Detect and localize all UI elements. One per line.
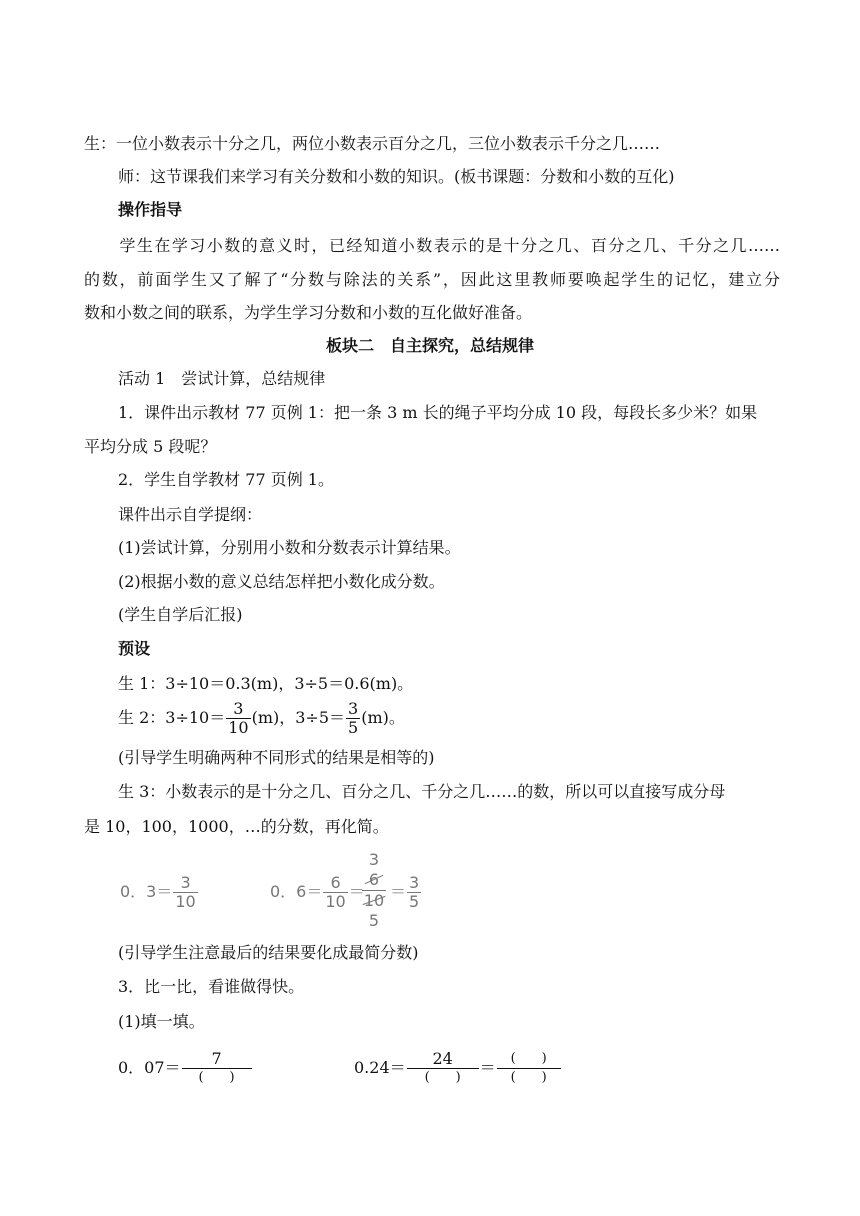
note-equal-results: (引导学生明确两种不同形式的结果是相等的) [118, 748, 435, 767]
item-3: 3．比一比，看谁做得快。 [118, 977, 305, 996]
student-1-answer: 生 1：3÷10＝0.3(m)，3÷5＝0.6(m)。 [118, 674, 414, 693]
item-1-line-2: 平均分成 5 段呢？ [84, 437, 217, 456]
fill-in-0-24: 0.24＝ $\frac{24}{( )}$ ＝ $\frac{( )}{( )}$ [354, 1048, 562, 1088]
item-1-line-1: 1．课件出示教材 77 页例 1：把一条 3 m 长的绳子平均分成 10 段，每段长多少米？如果 [118, 403, 758, 422]
guide-paragraph-3: 数和小数之间的联系，为学生学习分数和小数的互化做好准备。 [84, 303, 533, 322]
section-heading: 板块二 自主探究，总结规律 [325, 336, 534, 355]
item-2: 2．学生自学教材 77 页例 1。 [118, 470, 334, 489]
guide-paragraph-2: 的数，前面学生又了解了“分数与除法的关系”，因此这里教师要唤起学生的记忆，建立分 [84, 270, 780, 289]
outline-item-1: (1)尝试计算，分别用小数和分数表示计算结果。 [118, 538, 461, 557]
heading-operation-guide: 操作指导 [118, 200, 183, 219]
example-result: ＝ $\frac{3}{5}$ [390, 873, 420, 911]
student-3-line-1: 生 3：小数表示的是十分之几、百分之几、千分之几……的数，所以可以直接写成分母 [118, 782, 726, 801]
student-2-answer: 生 2：3÷10＝ $\frac{3}{10}$ (m)，3÷5＝ $\frac{3}{5}$ (m)。 [118, 699, 405, 737]
activity-heading: 活动 1 尝试计算，总结规律 [118, 369, 326, 388]
guide-paragraph-1: 学生在学习小数的意义时，已经知道小数表示的是十分之几、百分之几、千分之几…… [118, 236, 780, 255]
fill-in-0-07: 0．07＝ $\frac{7}{( )}$ [118, 1048, 253, 1088]
example-0-6: 0．6＝ $\frac{6}{10}$ ＝ [270, 873, 365, 911]
fraction-3-5: $\frac{3}{5}$ [348, 699, 359, 737]
outline-note: (学生自学后汇报) [118, 605, 243, 624]
heading-preset: 预设 [118, 639, 151, 658]
example-0-3: 0．3＝ $\frac{3}{10}$ [120, 873, 196, 911]
fraction-3-10: $\frac{3}{10}$ [228, 699, 249, 737]
teacher-line: 师：这节课我们来学习有关分数和小数的知识。(板书课题：分数和小数的互化) [118, 167, 675, 186]
note-simplest-fraction: (引导学生注意最后的结果要化成最简分数) [118, 943, 419, 962]
student-3-line-2: 是 10，100，1000，…的分数，再化简。 [84, 817, 389, 836]
fill-in-title: (1)填一填。 [118, 1012, 205, 1031]
outline-title: 课件出示自学提纲： [118, 505, 263, 524]
student-answer-line: 生：一位小数表示十分之几，两位小数表示百分之几，三位小数表示千分之几…… [84, 134, 661, 153]
reduced-fraction-crossed: 3 6 10 5 [363, 850, 385, 930]
outline-item-2: (2)根据小数的意义总结怎样把小数化成分数。 [118, 572, 445, 591]
